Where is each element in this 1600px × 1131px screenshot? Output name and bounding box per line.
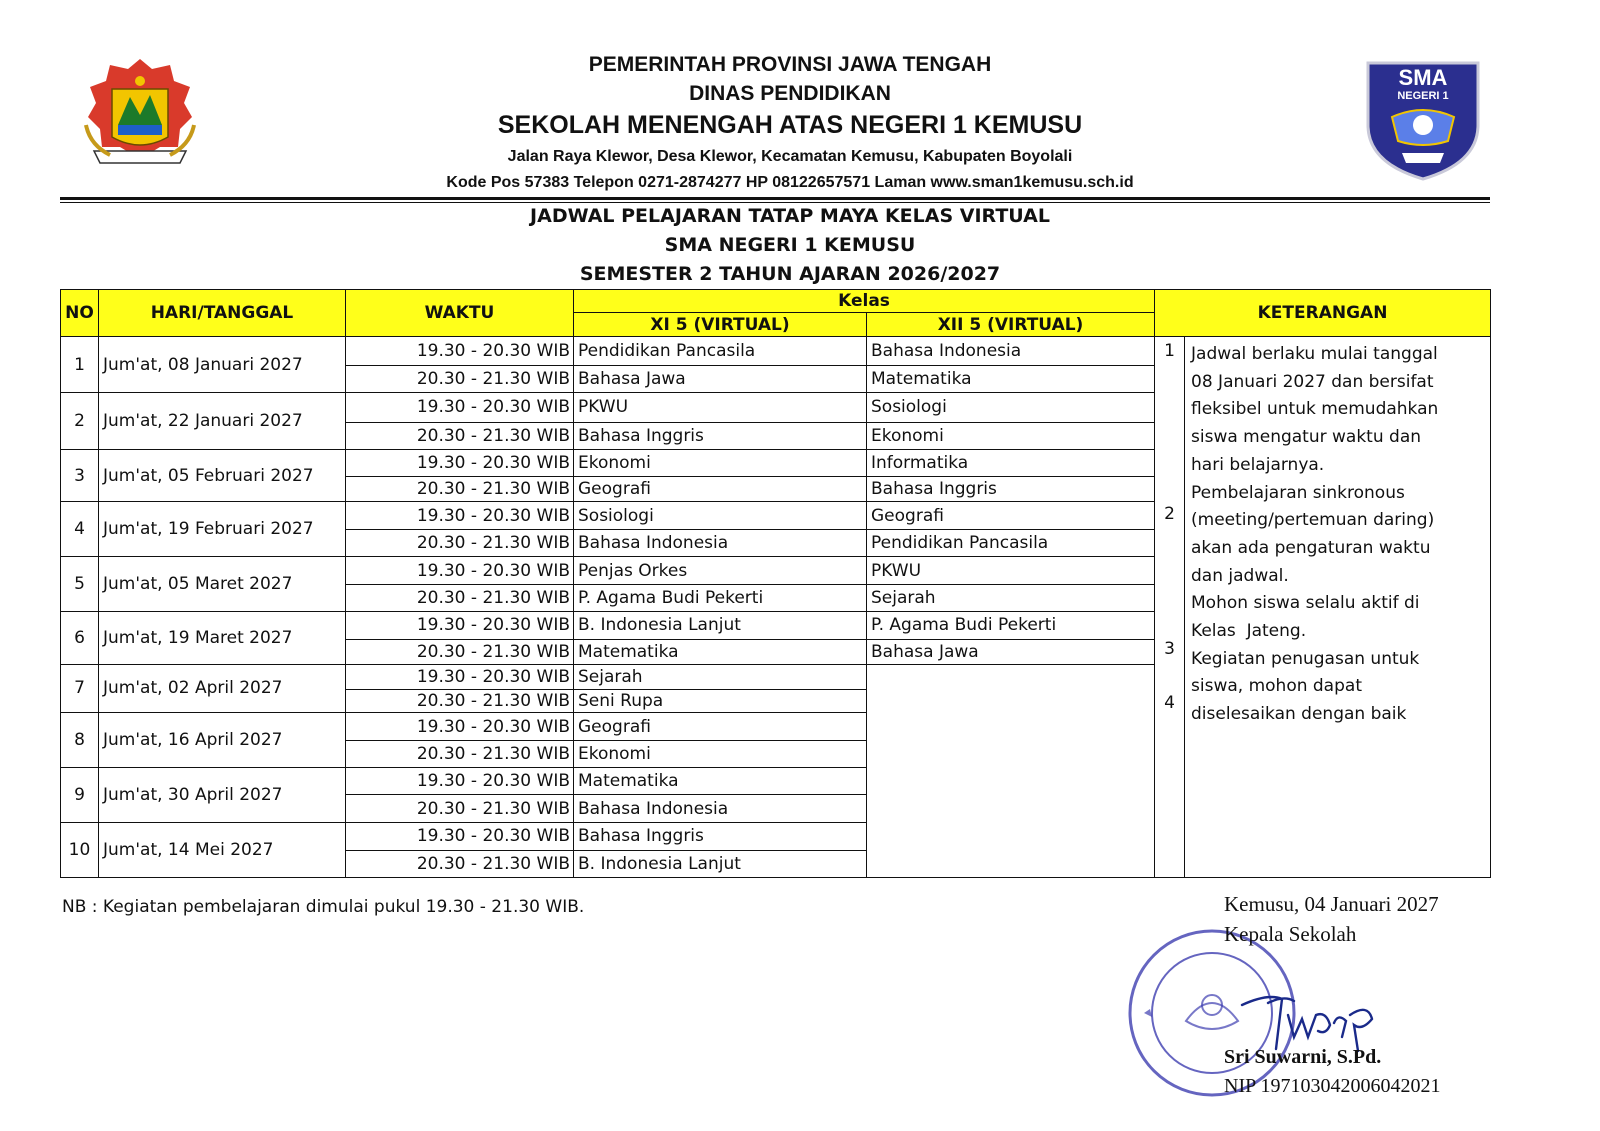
notes-number: 2 <box>1164 504 1175 524</box>
letterhead-government: PEMERINTAH PROVINSI JAWA TENGAH <box>588 53 992 76</box>
subject-xii: Pendidikan Pancasila <box>867 529 1155 557</box>
slot-time: 20.30 - 21.30 WIB <box>346 422 574 450</box>
subject-xi: Matematika <box>574 639 867 664</box>
slot-time: 20.30 - 21.30 WIB <box>346 795 574 823</box>
signature-role: Kepala Sekolah <box>1224 922 1357 946</box>
row-number: 6 <box>61 612 99 664</box>
row-number: 10 <box>61 822 99 877</box>
slot-time: 20.30 - 21.30 WIB <box>346 639 574 664</box>
header-day: HARI/TANGGAL <box>99 290 346 337</box>
signatory-nip: NIP 197103042006042021 <box>1224 1075 1441 1097</box>
subject-xi: Bahasa Jawa <box>574 365 867 393</box>
subject-xii: Geografi <box>867 502 1155 530</box>
notes-line: 08 Januari 2027 dan bersifat <box>1191 371 1434 392</box>
subject-xi: P. Agama Budi Pekerti <box>574 584 867 612</box>
letterhead-rule-thick <box>60 197 1490 200</box>
header-class-xii: XII 5 (VIRTUAL) <box>867 313 1155 337</box>
schedule-table <box>60 289 1491 878</box>
header-notes: KETERANGAN <box>1155 290 1491 337</box>
row-day: Jum'at, 22 Januari 2027 <box>99 393 346 450</box>
row-number: 7 <box>61 664 99 713</box>
notes-line: siswa mengatur waktu dan <box>1191 427 1422 448</box>
subject-xii: Sosiologi <box>867 393 1155 423</box>
subject-xi: PKWU <box>574 393 867 423</box>
schedule-semester: SEMESTER 2 TAHUN AJARAN 2026/2027 <box>579 263 1001 285</box>
notes-number: 1 <box>1164 341 1175 361</box>
subject-xi: Ekonomi <box>574 741 867 768</box>
notes-line: (meeting/pertemuan daring) <box>1191 510 1435 531</box>
subject-xi: B. Indonesia Lanjut <box>574 612 867 639</box>
notes-line: Mohon siswa selalu aktif di <box>1191 593 1420 614</box>
row-day: Jum'at, 05 Februari 2027 <box>99 450 346 502</box>
slot-time: 19.30 - 20.30 WIB <box>346 450 574 477</box>
school-logo-subtext: NEGERI 1 <box>1397 90 1449 102</box>
subject-xii: Bahasa Jawa <box>867 639 1155 664</box>
row-number: 1 <box>61 337 99 393</box>
letterhead-school-name: SEKOLAH MENENGAH ATAS NEGERI 1 KEMUSU <box>497 111 1083 139</box>
row-day: Jum'at, 05 Maret 2027 <box>99 557 346 612</box>
subject-xii: Bahasa Inggris <box>867 477 1155 502</box>
row-number: 2 <box>61 393 99 450</box>
subject-xi: Ekonomi <box>574 450 867 477</box>
header-no: NO <box>61 290 99 337</box>
slot-time: 19.30 - 20.30 WIB <box>346 767 574 795</box>
notes-numbers <box>1155 337 1185 878</box>
letterhead-contact: Kode Pos 57383 Telepon 0271-2874277 HP 08122657571 Laman www.sman1kemusu.sch.id <box>446 174 1134 191</box>
slot-time: 20.30 - 21.30 WIB <box>346 584 574 612</box>
header-kelas: Kelas <box>574 290 1155 313</box>
subject-xi: Sosiologi <box>574 502 867 530</box>
schedule-title: JADWAL PELAJARAN TATAP MAYA KELAS VIRTUAL <box>530 205 1050 227</box>
row-day: Jum'at, 08 Januari 2027 <box>99 337 346 393</box>
header-class-xi: XI 5 (VIRTUAL) <box>574 313 867 337</box>
slot-time: 19.30 - 20.30 WIB <box>346 502 574 530</box>
schedule-school: SMA NEGERI 1 KEMUSU <box>664 234 916 256</box>
subject-xii: P. Agama Budi Pekerti <box>867 612 1155 639</box>
row-number: 4 <box>61 502 99 557</box>
row-day: Jum'at, 16 April 2027 <box>99 713 346 768</box>
notes-line: Jadwal berlaku mulai tanggal <box>1191 344 1438 364</box>
row-day: Jum'at, 19 Februari 2027 <box>99 502 346 557</box>
row-day: Jum'at, 02 April 2027 <box>99 664 346 713</box>
slot-time: 20.30 - 21.30 WIB <box>346 741 574 768</box>
notes-line: siswa, mohon dapat <box>1191 676 1362 697</box>
letterhead-department: DINAS PENDIDIKAN <box>689 82 891 105</box>
subject-xi: Seni Rupa <box>574 689 867 713</box>
school-logo <box>1362 55 1484 183</box>
footnote: NB : Kegiatan pembelajaran dimulai pukul 19.30 - 21.30 WIB. <box>62 897 585 917</box>
subject-xii: Matematika <box>867 365 1155 393</box>
notes-number: 4 <box>1164 693 1175 713</box>
subject-xi: Bahasa Inggris <box>574 822 867 850</box>
notes-line: fleksibel untuk memudahkan <box>1191 399 1439 420</box>
signatory-name: Sri Suwarni, S.Pd. <box>1224 1046 1382 1068</box>
slot-time: 20.30 - 21.30 WIB <box>346 689 574 713</box>
letterhead-address: Jalan Raya Klewor, Desa Klewor, Kecamatan Kemusu, Kabupaten Boyolali <box>507 148 1073 165</box>
subject-xii-empty <box>867 664 1155 877</box>
row-number: 3 <box>61 450 99 502</box>
jawa-tengah-logo <box>80 55 200 173</box>
slot-time: 19.30 - 20.30 WIB <box>346 557 574 585</box>
slot-time: 20.30 - 21.30 WIB <box>346 529 574 557</box>
slot-time: 19.30 - 20.30 WIB <box>346 337 574 366</box>
notes-line: dan jadwal. <box>1191 565 1289 586</box>
notes-line: Kelas Jateng. <box>1191 621 1307 642</box>
signature-place-date: Kemusu, 04 Januari 2027 <box>1224 892 1439 916</box>
subject-xi: Pendidikan Pancasila <box>574 337 867 366</box>
subject-xii: Sejarah <box>867 584 1155 612</box>
subject-xi: Bahasa Inggris <box>574 422 867 450</box>
slot-time: 19.30 - 20.30 WIB <box>346 664 574 689</box>
row-number: 8 <box>61 713 99 768</box>
subject-xi: Bahasa Indonesia <box>574 529 867 557</box>
table-row <box>61 337 1491 366</box>
letterhead-rule-thin <box>60 202 1490 203</box>
notes-line: Kegiatan penugasan untuk <box>1191 648 1420 669</box>
subject-xii: PKWU <box>867 557 1155 585</box>
notes-line: diselesaikan dengan baik <box>1191 704 1407 725</box>
notes-line: Pembelajaran sinkronous <box>1191 482 1405 503</box>
subject-xii: Ekonomi <box>867 422 1155 450</box>
row-day: Jum'at, 14 Mei 2027 <box>99 822 346 877</box>
slot-time: 19.30 - 20.30 WIB <box>346 713 574 741</box>
subject-xii: Bahasa Indonesia <box>867 337 1155 366</box>
header-time: WAKTU <box>346 290 574 337</box>
slot-time: 19.30 - 20.30 WIB <box>346 822 574 850</box>
schedule-body <box>61 337 1491 878</box>
notes-line: hari belajarnya. <box>1191 454 1325 475</box>
subject-xi: Bahasa Indonesia <box>574 795 867 823</box>
subject-xi: Geografi <box>574 713 867 741</box>
handwritten-signature <box>1238 985 1388 1055</box>
slot-time: 20.30 - 21.30 WIB <box>346 850 574 878</box>
notes-number: 3 <box>1164 639 1175 659</box>
row-day: Jum'at, 19 Maret 2027 <box>99 612 346 664</box>
slot-time: 19.30 - 20.30 WIB <box>346 393 574 423</box>
row-day: Jum'at, 30 April 2027 <box>99 767 346 822</box>
subject-xi: Geografi <box>574 477 867 502</box>
subject-xii: Informatika <box>867 450 1155 477</box>
school-logo-text: SMA <box>1398 65 1448 90</box>
subject-xi: Matematika <box>574 767 867 795</box>
row-number: 5 <box>61 557 99 612</box>
subject-xi: B. Indonesia Lanjut <box>574 850 867 878</box>
notes-text <box>1185 337 1491 878</box>
notes-line: akan ada pengaturan waktu <box>1191 537 1431 558</box>
subject-xi: Penjas Orkes <box>574 557 867 585</box>
row-number: 9 <box>61 767 99 822</box>
slot-time: 19.30 - 20.30 WIB <box>346 612 574 639</box>
subject-xi: Sejarah <box>574 664 867 689</box>
slot-time: 20.30 - 21.30 WIB <box>346 477 574 502</box>
slot-time: 20.30 - 21.30 WIB <box>346 365 574 393</box>
